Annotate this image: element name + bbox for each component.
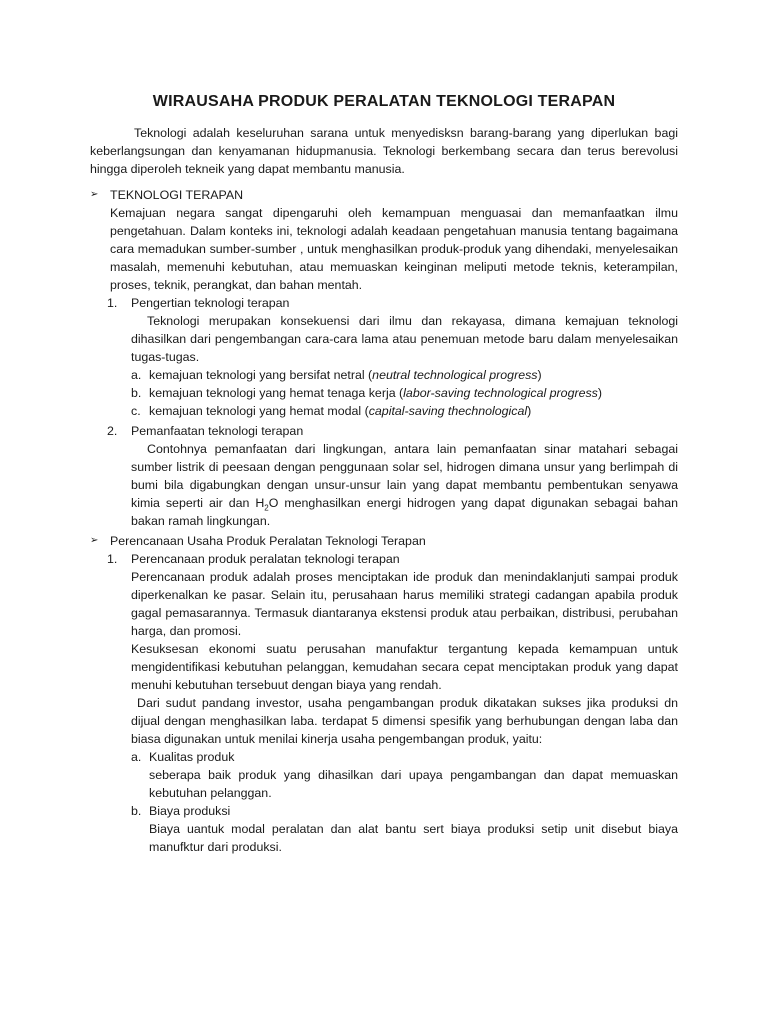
list-item — [90, 366, 678, 384]
numbered-heading-label: Pengertian teknologi terapan — [131, 296, 290, 310]
list-number: 2. — [107, 424, 118, 438]
intro-paragraph: Teknologi adalah keseluruhan sarana untuk menyedisksn barang-barang yang diperlukan bagi keberlangsungan dan kenyamanan hidupmanusia. Teknologi berkembang secara dan terus berevolusi hingga diperoleh tekneik yang dapat membantu manusia. — [90, 126, 678, 176]
list-letter: a. — [131, 368, 142, 382]
list-letter: c. — [131, 404, 141, 418]
section-heading-label: Perencanaan Usaha Produk Peralatan Teknologi Terapan — [110, 534, 426, 548]
numbered-paragraph: Contohnya pemanfaatan dari lingkungan, antara lain pemanfaatan sinar matahari sebagai sumber listrik di peesaan dengan penggunaan solar sel, hidrogen dimana unsur yang berlimpah di bumi bila digabungkan dengan unsur-unsur lain yang dapat membantu pembentukan senyawa kimia seperti air dan $H_2O$ menghasilkan energi hidrogen yang dapat digunakan sebagai bahan bakan ramah lingkungan. — [131, 442, 678, 528]
document-title: WIRAUSAHA PRODUK PERALATAN TEKNOLOGI TERAPAN — [152, 93, 616, 110]
list-letter: b. — [131, 804, 142, 818]
section-heading-perencanaan — [90, 532, 678, 550]
list-item-heading: Biaya produksi — [149, 804, 231, 818]
list-item-text: Biaya uantuk modal peralatan dan alat bantu sert biaya produksi setip unit disebut biaya manufktur dari produksi. — [149, 822, 678, 854]
list-item-text: kemajuan teknologi yang hemat modal (capital-saving thechnological) — [149, 404, 532, 418]
list-item-text: seberapa baik produk yang dihasilkan dari upaya pengambangan dan dapat memuaskan kebutuhan pelanggan. — [149, 768, 678, 800]
section-heading-teknologi-terapan — [90, 186, 678, 204]
list-item-heading: Kualitas produk — [149, 750, 235, 764]
list-item-text: kemajuan teknologi yang bersifat netral (neutral technological progress) — [149, 368, 542, 382]
list-item — [90, 402, 678, 420]
numbered-paragraph: Kesuksesan ekonomi suatu perusahan manufaktur tergantung kepada kemampuan untuk mengidentifikasi kebutuhan pelanggan, kemudahan secara cepat menciptakan produk yang dapat menuhi kebutuhan tersebuut dengan biaya yang rendah. — [131, 642, 678, 692]
list-item — [90, 384, 678, 402]
list-item-text: kemajuan teknologi yang hemat tenaga kerja (labor-saving technological progress) — [149, 386, 603, 400]
numbered-heading-label: Perencanaan produk peralatan teknologi terapan — [131, 552, 400, 566]
numbered-paragraph: Teknologi merupakan konsekuensi dari ilmu dan rekayasa, dimana kemajuan teknologi dihasilkan dari pengembangan cara-cara lama atau penemuan metode baru dalam menyelesaikan tugas-tugas. — [131, 314, 678, 364]
numbered-heading-pemanfaatan — [107, 422, 678, 440]
list-letter: a. — [131, 750, 142, 764]
numbered-paragraph: Dari sudut pandang investor, usaha pengambangan produk dikatakan sukses jika produksi dn dijual dengan menghasilkan laba. terdapat 5 dimensi spesifik yang berhubungan dengan laba dan biasa digunakan untuk menilai kinerja usaha pengembangan produk, yaitu: — [131, 696, 678, 746]
numbered-heading-label: Pemanfaatan teknologi terapan — [131, 424, 304, 438]
list-item — [90, 802, 678, 820]
numbered-paragraph: Perencanaan produk adalah proses menciptakan ide produk dan menindaklanjuti sampai produk diperkenalkan ke pasar. Selain itu, perusahaan harus memiliki strategi cadangan apabila produk gagal pemasarannya. Termasuk diantaranya ekstensi produk atau perbaikan, distribusi, perubahan harga, dan promosi. — [131, 570, 678, 638]
list-item — [90, 748, 678, 766]
section-paragraph: Kemajuan negara sangat dipengaruhi oleh kemampuan menguasai dan memanfaatkan ilmu pengetahuan. Dalam konteks ini, teknologi adalah keadaan pengetahuan manusia tentang bagaimana cara memadukan sumber-sumber , untuk menghasilkan produk-produk yang dihendaki, menyelesaikan masalah, memenuhi kebutuhan, atau memuaskan keinginan meliputi metode teknis, keterampilan, proses, teknik, perangkat, dan bahan mentah. — [110, 206, 678, 292]
arrow-bullet-icon: ➢ — [90, 189, 99, 200]
section-heading-label: TEKNOLOGI TERAPAN — [110, 188, 244, 202]
list-number: 1. — [107, 552, 118, 566]
list-number: 1. — [107, 296, 118, 310]
numbered-heading-perencanaan-produk — [107, 550, 678, 568]
list-letter: b. — [131, 386, 142, 400]
numbered-heading-pengertian — [107, 294, 678, 312]
arrow-bullet-icon: ➢ — [90, 535, 99, 546]
